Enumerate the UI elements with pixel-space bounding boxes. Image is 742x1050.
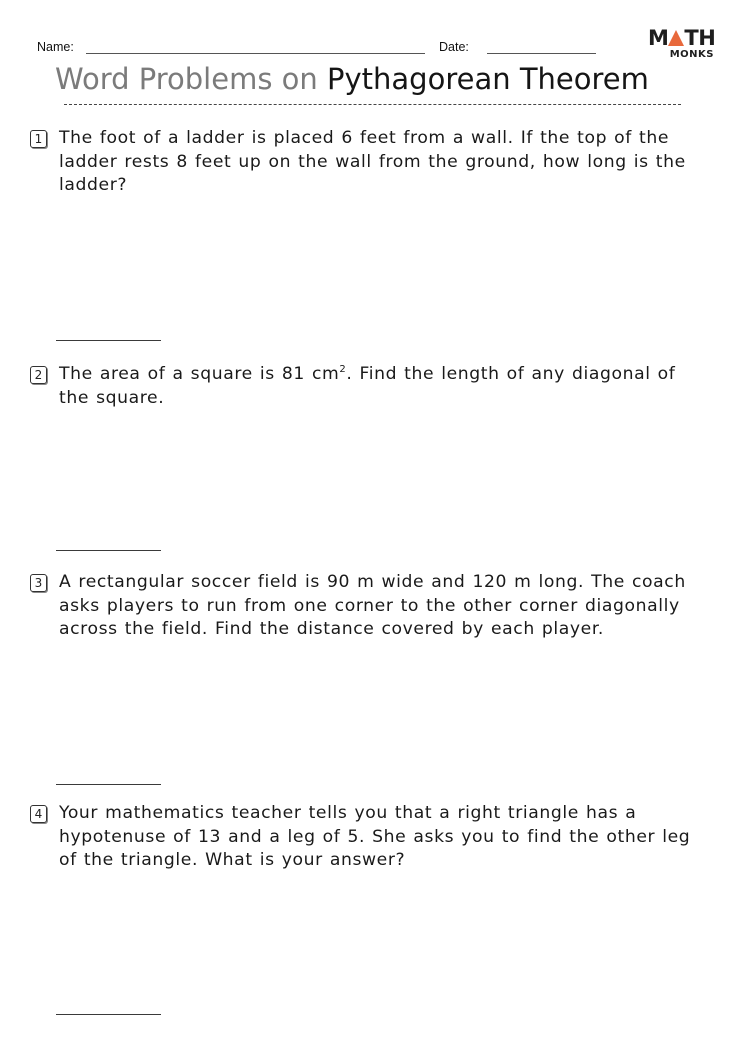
question-text: A rectangular soccer field is 90 m wide and 120 m long. The coach asks players to run from one corner to the other corner diagonally across the field. Find the distance covered by each player. bbox=[59, 572, 686, 639]
question-number-badge: 3 bbox=[30, 574, 47, 592]
logo-wordmark bbox=[648, 28, 715, 49]
question-number-badge: 2 bbox=[30, 366, 47, 384]
question-text: Your mathematics teacher tells you that a right triangle has a hypotenuse of 13 and a leg of 5. She asks you to find the other leg of the triangle. What is your answer? bbox=[59, 803, 691, 870]
logo-letter-m: M bbox=[648, 26, 669, 50]
name-field[interactable] bbox=[86, 53, 425, 54]
logo-subtext: MONKS bbox=[669, 49, 714, 60]
dashed-divider bbox=[64, 104, 681, 105]
superscript-exponent: 2 bbox=[339, 364, 347, 375]
page-title bbox=[55, 60, 695, 98]
question-text: The foot of a ladder is placed 6 feet from a wall. If the top of the ladder rests 8 feet up on the wall from the ground, how long is the ladder? bbox=[59, 128, 686, 195]
title-dark-part: Pythagorean Theorem bbox=[327, 62, 649, 96]
logo-letters-th: TH bbox=[684, 26, 716, 50]
math-monks-logo bbox=[648, 28, 718, 62]
title-light-part: Word Problems on bbox=[55, 62, 318, 96]
date-field[interactable] bbox=[487, 53, 596, 54]
answer-line-4[interactable] bbox=[56, 1014, 161, 1015]
question-number-badge: 1 bbox=[30, 130, 47, 148]
question-number-badge: 4 bbox=[30, 805, 47, 823]
question-text-start: The area of a square is 81 cm bbox=[59, 364, 340, 384]
answer-line-2[interactable] bbox=[56, 550, 161, 551]
answer-line-1[interactable] bbox=[56, 340, 161, 341]
answer-line-3[interactable] bbox=[56, 784, 161, 785]
triangle-icon bbox=[668, 30, 684, 46]
date-label: Date: bbox=[439, 40, 469, 54]
question-text-end: . Find the length of any diagonal of the square. bbox=[59, 364, 676, 408]
name-label: Name: bbox=[37, 40, 74, 54]
question-text bbox=[59, 363, 709, 410]
